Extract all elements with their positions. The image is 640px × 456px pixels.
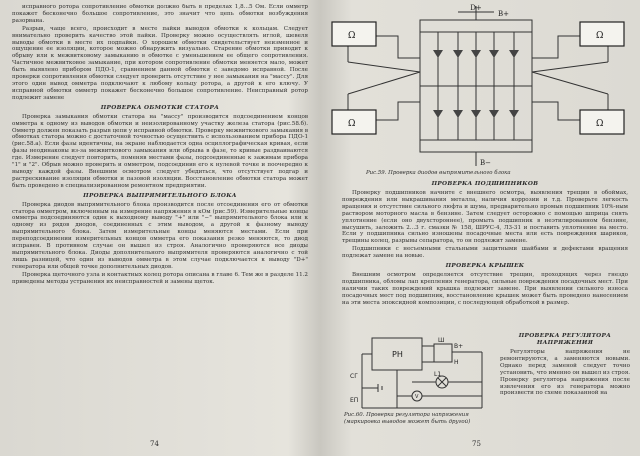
left-text-column bbox=[12, 4, 308, 424]
right-text-column-top bbox=[342, 178, 628, 330]
paragraph: Проверку подшипников начните с внешнего осмотра, выявления трещин в обоймах, повреждения или выкрашивания металла, наличия коррозии и т.д. Проверьте легкость вращения и отсутствие сильного люфта и шума, предварительно промыв подшипник 10%-ным раствором моторного масла в бензине. Затем следует осторожно с помощью шприца снять уплотнение (если оно двухстороннее), промыть подшипник в неэтилированном бензине, высушить, заложить 2...3 г. смазки № 158, ШРУС-4, Л3-31 и поставить уплотнение на место. Если у подшипника сильно изношены посадочные места или есть повреждения шариков, трещины колец, разрывы сепаратора, то он подлежит замене. bbox=[342, 190, 628, 245]
paragraph: Проверка щеточного узла и контактных колец ротора описана в главе 6. Тем же в разделе 11.2 приведены методы устранения их неисправностей и замены щеток. bbox=[12, 271, 308, 285]
figure-60-regulator-test-diagram bbox=[342, 332, 492, 412]
paragraph: Разрыв, чаще всего, происходит в месте пайки выводов обмотки к кольцам. Следует внимательно проверить качество этой пайки. Проверку можно осуществлять иглой, шевеля выводы обмотки в месте их подпайки. О хорошем обмотки свидетельствует неизменное и ощущение ее изоляции, которое можно обнаружить визуально. Старение обмотки приводит к обрыву или к межвитковому замыканию в обмотке с уменьшением ее общего сопротивления. Частичное межвитковое замыкание, при котором сопротивление обмотки меняется мало, может быть выявлено прибором ПДО-1, сравнением данной обмотки с заведомо исправной. После проверки сопротивления обмотки следует проверить отсутствие у нее замыкания на "массу". Для этого один вывод омметра подключают к любому кольцу ротора, а другой к его ключу. У исправной обмотки омметр покажет бесконечно большое сопротивление. Неисправный ротор подлежит замене bbox=[12, 25, 308, 101]
label-b-plus: B+ bbox=[454, 343, 464, 350]
label-v: V bbox=[415, 394, 419, 400]
section-heading-bearings: ПРОВЕРКА ПОДШИПНИКОВ bbox=[431, 181, 539, 187]
figure-59-diode-test-diagram bbox=[328, 2, 628, 170]
right-text-column-bottom bbox=[500, 330, 630, 428]
left-page bbox=[0, 0, 318, 456]
label-b-minus: B− bbox=[480, 159, 492, 167]
ohm-symbol: Ω bbox=[596, 31, 604, 41]
label-ep: ЕП bbox=[350, 397, 359, 404]
paragraph: Подшипники с несъемными стальными защитными шайбами и дефектами вращения подлежат замене на новые. bbox=[342, 246, 628, 260]
ohm-symbol: Ω bbox=[348, 31, 356, 41]
label-d-plus: D+ bbox=[470, 4, 482, 12]
page-number-right: 75 bbox=[472, 440, 481, 448]
section-heading-rectifier: ПРОВЕРКА ВЫПРЯМИТЕЛЬНОГО БЛОКА bbox=[83, 192, 237, 199]
section-heading-covers: ПРОВЕРКА КРЫШЕК bbox=[445, 263, 525, 270]
paragraph: Проверка замыкания обмотки статора на "массу" производится подсоединением концов омметра к одному из выводов обмотки и неизолированному участку железа статора (рис.58.б). Омметр должен показать разрыв цепи у исправной обмотки. Проверку межвиткового замыкания в обмотках статора можно с достаточной точностью осуществить с использованием прибора ПДО-1 (рис.58.а). Если фазы идентичны, на экране наблюдается одна осциллографическая кривая, если фазы неодинаковы из-за межвиткового замыкания или обрыва в фазе, то кривые раздваиваются где. Измерение следует повторить, поменяв местами фазы, подсоединенные к зажимам прибора "1" и "2". Обрыв можно проверить и омметром, подсоединив его к нулевой точке и поочередно к выводу каждой фазы. Внешним осмотром следует убедиться, что отсутствует подгар и растрескивание изоляции обмотки и пазовой изоляции. Восстановление обмотки статора может быть проведено в специализированном ремонтном предприятии. bbox=[12, 113, 308, 189]
section-heading-regulator: ПРОВЕРКА РЕГУЛЯТОРА НАПРЯЖЕНИЯ bbox=[518, 333, 612, 346]
page-number-left: 74 bbox=[150, 440, 159, 448]
paragraph: Внешним осмотром определяется отсутствие трещин, проходящих через гнездо подшипника, обломы лап крепления генератора, сильные повреждения посадочных мест. При наличии таких повреждений крышка подлежит замене. При выявлении сильного износа посадочных мест под подшипник, восстановление крышек может быть проведено нанесением на эти места эпоксидной композиции, с последующей обработкой в размер. bbox=[342, 272, 628, 306]
label-l1: L1 bbox=[434, 371, 442, 378]
figure-60-caption: Рис.60. Проверка регулятора напряжения (маркировка выводов может быть другой) bbox=[344, 412, 471, 425]
right-page bbox=[322, 0, 640, 456]
paragraph: Регуляторы напряжения не ремонтируются, а заменяются новыми. Однако перед заменой следует точно установить, что именно он вышел из строя. Проверку регулятора напряжения после извлечения его из генератора можно произвести по схеме показанной на bbox=[500, 349, 630, 397]
section-heading-stator: ПРОВЕРКА ОБМОТКИ СТАТОРА bbox=[100, 104, 220, 111]
paragraph: Проверка диодов выпрямительного блока производится после отсоединения его от обмотки статора омметром, включенным на измерение напряжения в кОм (рис.59). Измерительные концы омметра подсоединяются один к выходному выводу "+" или "−" выпрямительного блока или к одному из рядов диодов, соединенных с этим выводом, а другой к фазному выводу выпрямительного блока. Затем измерительные концы меняются местами. Если при переподсоединении измерительных концов омметра его показания резко меняются, то диод исправен. В противном случае он вышел из строя. Аналогично проверяются все диоды выпрямительного блока. Диоды дополнительного выпрямителя проверяются аналогично с той лишь разницей, что один из выводов омметра в этом случае подключается к выводу "D+" генератора или общей точке дополнительных диодов. bbox=[12, 201, 308, 270]
ohmmeter-icon bbox=[332, 22, 624, 134]
label-b-plus: B+ bbox=[498, 10, 510, 18]
ohm-symbol: Ω bbox=[596, 119, 604, 129]
label-n: Н bbox=[454, 359, 459, 366]
figure-59-caption: Рис.59. Проверка диодов выпрямительного блока bbox=[366, 170, 511, 176]
ohm-symbol: Ω bbox=[348, 119, 356, 129]
label-sg: СГ bbox=[350, 373, 358, 380]
label-regulator: РН bbox=[392, 350, 403, 359]
label-sh: Ш bbox=[438, 337, 445, 344]
paragraph: исправного ротора сопротивление обмотки должно быть в пределах 1,8...5 Ом. Если омметр покажет бесконечно большое сопротивление, это значит что цепь обмотки возбуждения разорвана. bbox=[12, 4, 308, 24]
